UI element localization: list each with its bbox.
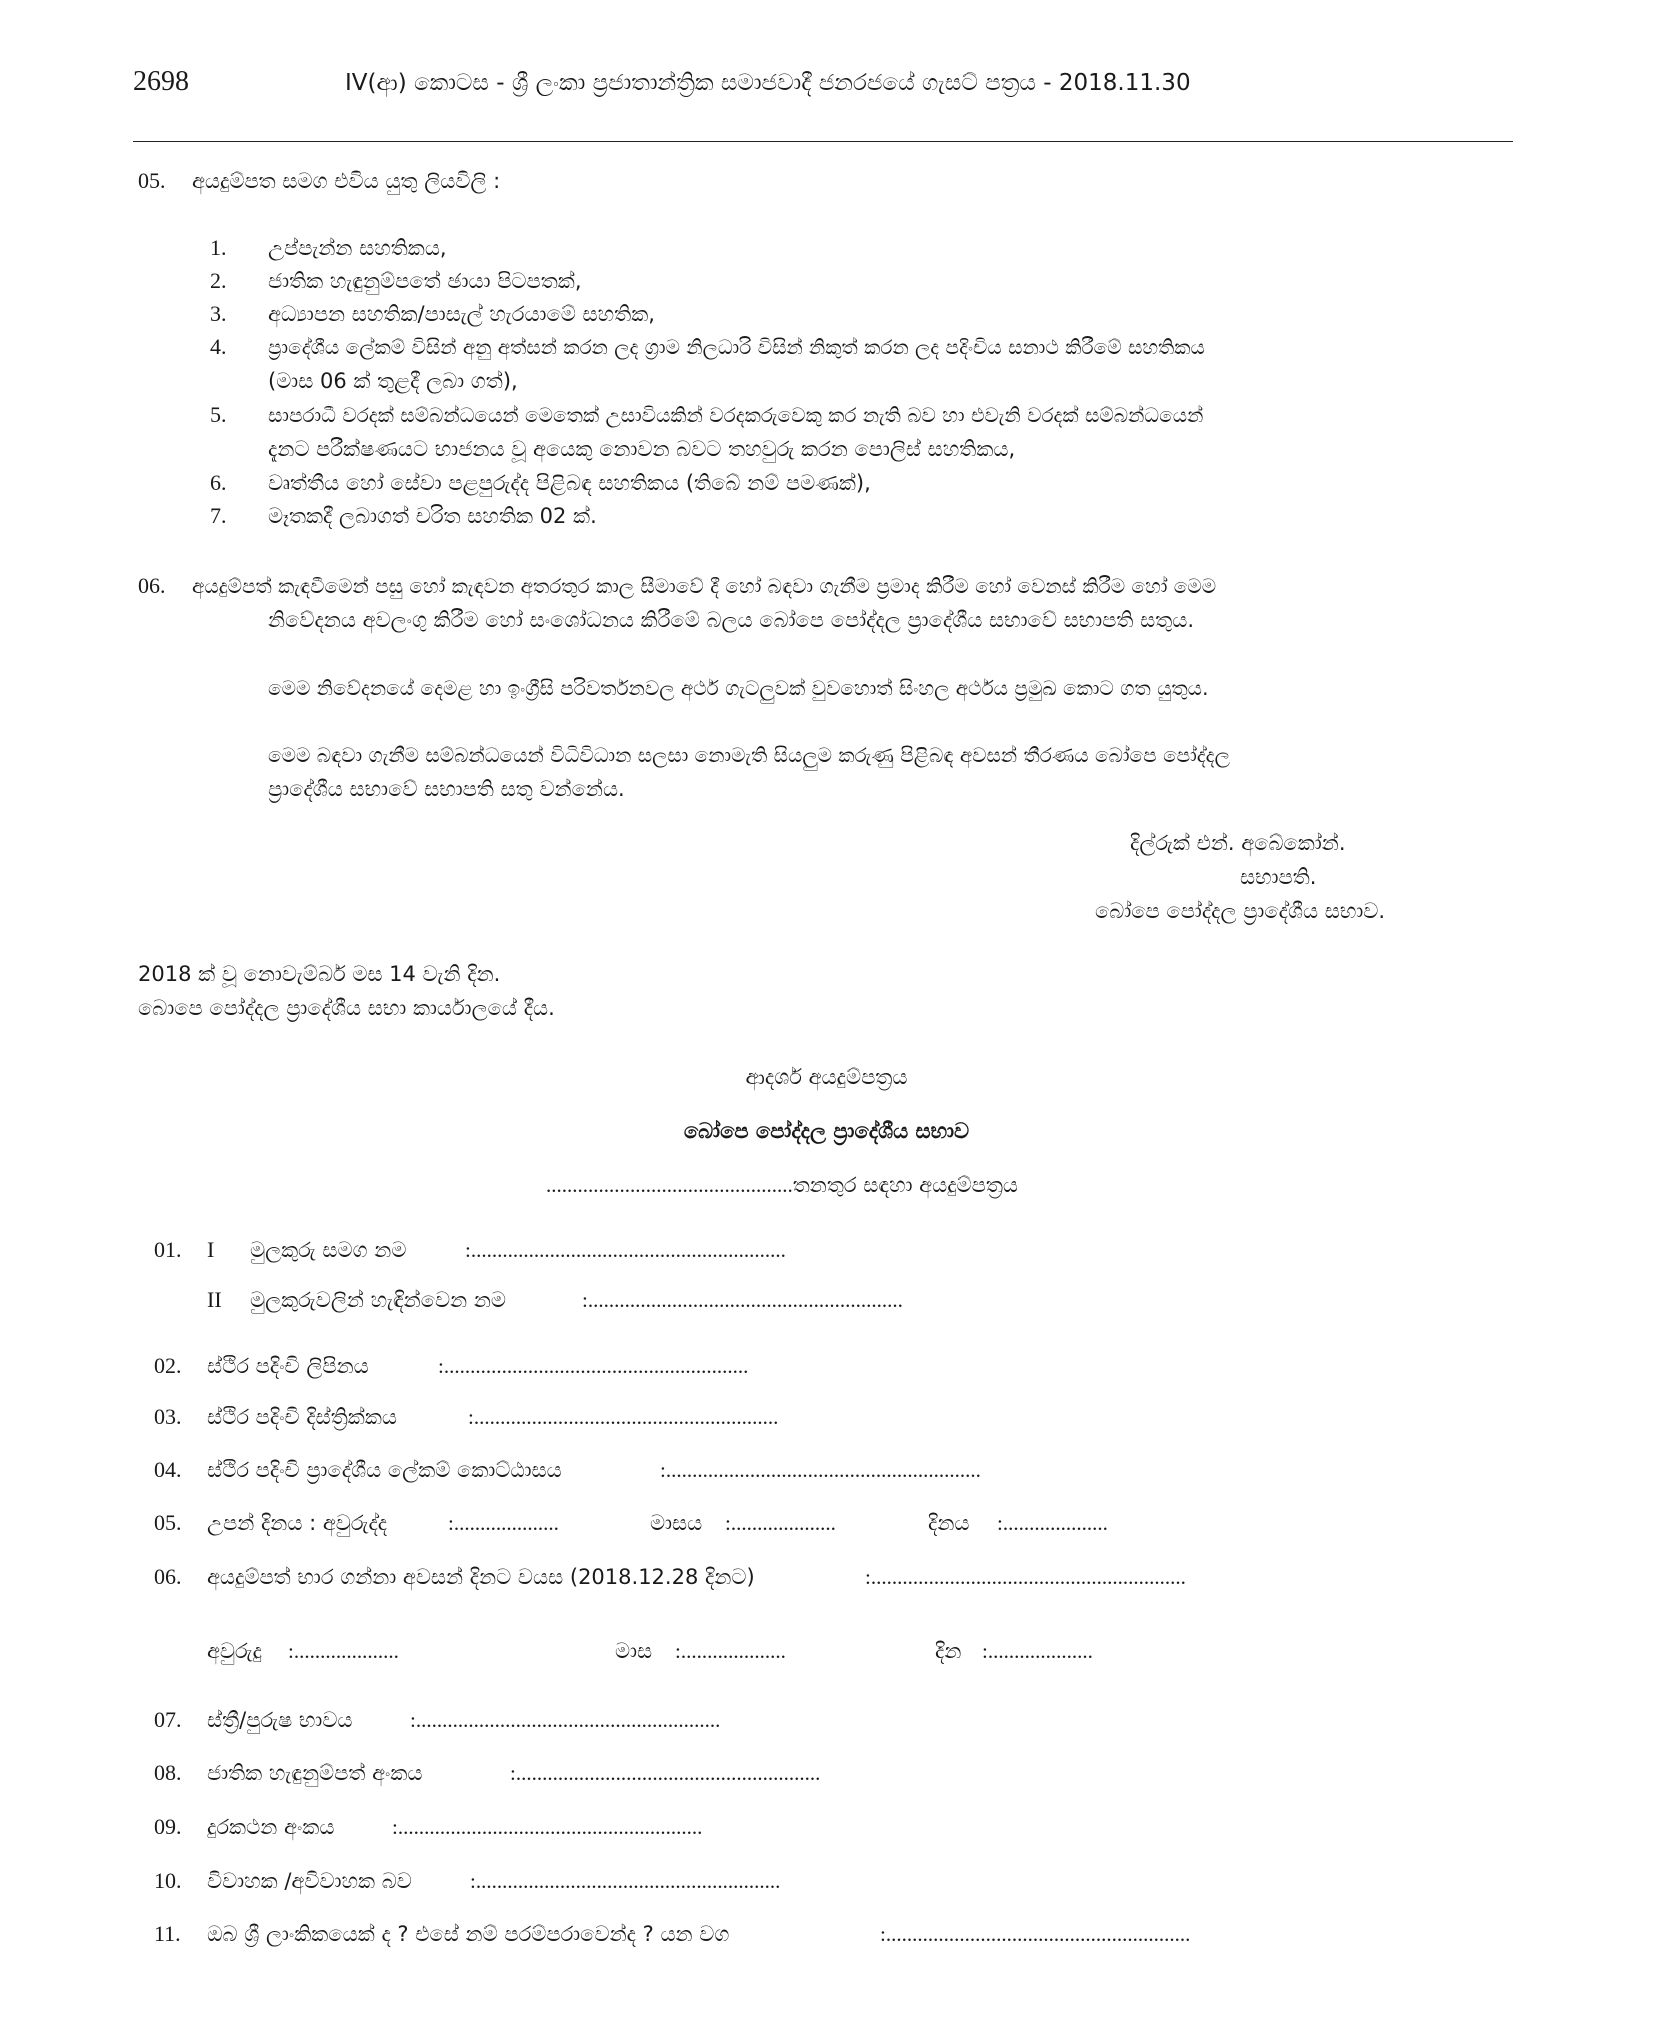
birth-month-blank[interactable]: :.................... xyxy=(725,1511,836,1535)
field-label: ස්ථිර පදිංචි ලිපිනය xyxy=(207,1354,369,1378)
field-number: 11. xyxy=(154,1921,181,1946)
field-number: 02. xyxy=(154,1353,182,1378)
field-label: ස්ත්‍රී/පුරුෂ භාවය xyxy=(207,1708,353,1732)
list-item: ජාතික හැඳුනුම්පතේ ඡායා පිටපතක්, xyxy=(268,269,582,293)
field-number: 08. xyxy=(154,1760,182,1785)
section-06-paragraph-1: අයදුම්පත් කැඳවීමෙන් පසු හෝ කැඳවන අතරතුර කාල සීමාවේ දී හෝ බඳවා ගැනීම ප්‍රමාද කිරීම හෝ වෙනස් කිරීම හෝ මෙම xyxy=(192,574,1217,598)
field-number: 03. xyxy=(154,1404,182,1429)
list-item-number: 2. xyxy=(210,268,227,293)
list-item: ප්‍රාදේශීය ලේකම් විසින් අනු අත්සන් කරන ලද ග්‍රාම නිලධාරි විසින් නිකුත් කරන ලද පදිංචිය සනාථ කිරීමේ සහතිකය xyxy=(268,335,1205,359)
page-number: 2698 xyxy=(133,66,189,97)
header-divider xyxy=(133,141,1513,142)
field-label: මුලකුරු සමග නම xyxy=(250,1238,407,1262)
field-number: 04. xyxy=(154,1457,182,1482)
gender-blank[interactable]: :.......................................................... xyxy=(410,1708,721,1732)
list-item: උප්පැන්න සහතිකය, xyxy=(268,236,447,260)
notice-date: 2018 ක් වූ නොවැම්බර් මස 14 වැනි දින. xyxy=(138,962,501,986)
signatory-name: දිල්රුක් එන්. අබේකෝන්. xyxy=(1130,831,1346,855)
section-06-paragraph-3-cont: ප්‍රාදේශීය සභාවේ සභාපති සතු වන්නේය. xyxy=(268,777,625,801)
birth-month-label: මාසය xyxy=(650,1511,703,1535)
list-item-continuation: දැනට පරීක්ෂණයට භාජනය වූ අයෙකු නොවන බවට තහවුරු කරන පොලිස් සහතිකය, xyxy=(268,437,1016,461)
post-name-blank: ............................................... xyxy=(546,1173,793,1197)
list-item-number: 5. xyxy=(210,402,227,427)
field-number: 09. xyxy=(154,1814,182,1839)
divisional-secretariat-blank[interactable]: :............................................................ xyxy=(660,1458,981,1482)
field-roman-numeral: II xyxy=(207,1287,222,1312)
field-label: ඔබ ශ්‍රී ලාංකිකයෙක් ද ? එසේ නම් පරම්පරාවෙන්ද ? යන වග xyxy=(207,1922,730,1946)
list-item-number: 3. xyxy=(210,301,227,326)
full-name-blank[interactable]: :............................................................ xyxy=(465,1238,786,1262)
field-label: ස්ථිර පදිංචි දිස්ත්‍රික්කය xyxy=(207,1405,398,1429)
list-item-number: 7. xyxy=(210,503,227,528)
section-06-paragraph-3: මෙම බඳවා ගැනීම සම්බන්ධයෙන් විධිවිධාන සලසා නොමැති සියලුම කරුණු පිළිබඳ අවසන් තීරණය බෝපෙ පෝද්දල xyxy=(268,743,1230,767)
list-item: සාපරාධී වරදක් සම්බන්ධයෙන් මෙතෙක් උසාවියකින් වරදකරුවෙකු කර නැති බව හා එවැනි වරදක් සම්බන්ධයෙන් xyxy=(268,403,1204,427)
field-label: විවාහක /අවිවාහක බව xyxy=(207,1869,412,1893)
field-label: දුරකථන අංකය xyxy=(207,1815,335,1839)
field-number: 01. xyxy=(154,1237,182,1262)
list-item-continuation: (මාස 06 ක් තුළදී ලබා ගත්), xyxy=(268,369,518,393)
field-label: උපන් දිනය : අවුරුද්ද xyxy=(207,1511,388,1535)
field-label: ජාතික හැඳුනුම්පත් අංකය xyxy=(207,1761,423,1785)
permanent-address-blank[interactable]: :.......................................................... xyxy=(438,1354,749,1378)
field-number: 06. xyxy=(154,1564,182,1589)
signatory-organization: බෝපෙ පෝද්දල ප්‍රාදේශීය සභාව. xyxy=(1095,899,1386,923)
section-05-heading: අයදුම්පත සමග එවිය යුතු ලියවිලි : xyxy=(192,169,501,193)
list-item-number: 1. xyxy=(210,235,227,260)
phone-number-blank[interactable]: :.......................................................... xyxy=(392,1815,703,1839)
nic-number-blank[interactable]: :.......................................................... xyxy=(510,1761,821,1785)
age-blank[interactable]: :............................................................ xyxy=(865,1565,1186,1589)
age-months-label: මාස xyxy=(615,1639,653,1663)
birth-day-label: දිනය xyxy=(928,1511,970,1535)
field-number: 05. xyxy=(154,1510,182,1535)
birth-day-blank[interactable]: :.................... xyxy=(997,1511,1108,1535)
list-item-number: 6. xyxy=(210,470,227,495)
name-by-initials-blank[interactable]: :............................................................ xyxy=(582,1288,903,1312)
signatory-role: සභාපති. xyxy=(1240,865,1317,889)
list-item: මෑතකදී ලබාගත් චරිත සහතික 02 ක්. xyxy=(268,504,597,528)
notice-place: බොපෙ පෝද්දල ප්‍රාදේශීය සභා කාර්යාලයේ දීය. xyxy=(138,996,555,1020)
age-years-blank[interactable]: :.................... xyxy=(288,1639,399,1663)
model-application-title: ආදර්ශ අයදුම්පත්‍රය xyxy=(745,1065,908,1089)
section-06-paragraph-1-cont: නිවේදනය අවලංගු කිරීම හෝ සංශෝධනය කිරීමේ බලය බෝපෙ පෝද්දල ප්‍රාදේශීය සභාවේ සභාපති සතුය. xyxy=(268,608,1195,632)
section-06-paragraph-2: මෙම නිවේදනයේ දෙමළ හා ඉංග්‍රීසි පරිවර්තනවල අර්ථ ගැටලුවක් වුවහොත් සිංහල අර්ථය ප්‍රමුඛ කොට ගත යුතුය. xyxy=(268,676,1209,700)
permanent-district-blank[interactable]: :.......................................................... xyxy=(468,1405,779,1429)
post-title-suffix: තනතුර සඳහා අයදුම්පත්‍රය xyxy=(792,1173,1019,1197)
gazette-header-title: IV(ආ) කොටස - ශ්‍රී ලංකා ප්‍රජාතාන්ත්‍රික සමාජවාදී ජනරජයේ ගැසට් පත්‍රය - 2018.11.30 xyxy=(345,70,1191,96)
post-title-line xyxy=(546,1168,1018,1202)
field-roman-numeral: I xyxy=(207,1237,215,1262)
list-item: වෘත්තීය හෝ සේවා පළපුරුද්ද පිළිබඳ සහතිකය (තිබේ නම් පමණක්), xyxy=(268,471,871,495)
citizenship-blank[interactable]: :.......................................................... xyxy=(880,1922,1191,1946)
age-years-label: අවුරුදු xyxy=(207,1639,262,1663)
marital-status-blank[interactable]: :.......................................................... xyxy=(470,1869,781,1893)
council-name-heading: බෝපෙ පෝද්දල ප්‍රාදේශීය සභාව xyxy=(683,1119,970,1143)
section-06-number: 06. xyxy=(138,573,166,598)
field-number: 10. xyxy=(154,1868,182,1893)
age-days-blank[interactable]: :.................... xyxy=(982,1639,1093,1663)
list-item-number: 4. xyxy=(210,334,227,359)
field-label: ස්ථිර පදිංචි ප්‍රාදේශීය ලේකම් කොට්ඨාසය xyxy=(207,1458,562,1482)
age-months-blank[interactable]: :.................... xyxy=(675,1639,786,1663)
birth-year-blank[interactable]: :.................... xyxy=(448,1511,559,1535)
field-number: 07. xyxy=(154,1707,182,1732)
field-label: මුලකුරුවලින් හැඳින්වෙන නම xyxy=(250,1288,507,1312)
section-05-number: 05. xyxy=(138,168,166,193)
field-label: අයදුම්පත් භාර ගන්නා අවසන් දිනට වයස (2018.12.28 දිනට) xyxy=(207,1565,755,1589)
list-item: අධ්‍යාපන සහතික/පාසැල් හැරයාමේ සහතික, xyxy=(268,302,655,326)
age-days-label: දින xyxy=(935,1639,962,1663)
